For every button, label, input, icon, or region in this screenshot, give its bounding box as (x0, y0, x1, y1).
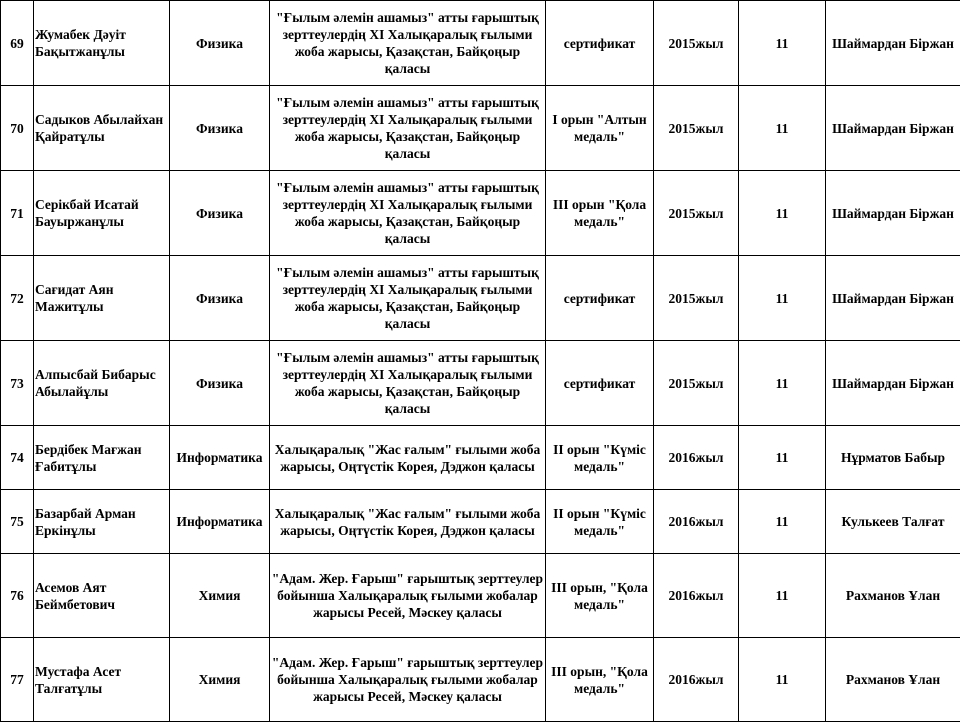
row-number: 75 (1, 490, 34, 554)
subject: Физика (170, 171, 270, 256)
teacher: Шаймардан Біржан (826, 1, 960, 86)
competition: "Ғылым әлемін ашамыз" атты ғарыштық зерттеулердің XI Халықаралық ғылыми жоба жарысы, Қазақстан, Байқоңыр қаласы (270, 171, 546, 256)
competition: Халықаралық "Жас ғалым" ғылыми жоба жарысы, Оңтүстік Корея, Дэджон қаласы (270, 426, 546, 490)
year: 2016жыл (654, 638, 739, 722)
table-row (1, 341, 960, 426)
student-name: Бердібек Мағжан Ғабитұлы (34, 426, 170, 490)
teacher: Кулькеев Талғат (826, 490, 960, 554)
teacher: Шаймардан Біржан (826, 86, 960, 171)
table-row (1, 1, 960, 86)
competition: "Ғылым әлемін ашамыз" атты ғарыштық зерттеулердің XI Халықаралық ғылыми жоба жарысы, Қазақстан, Байқоңыр қаласы (270, 86, 546, 171)
table-row (1, 256, 960, 341)
teacher: Рахманов Ұлан (826, 554, 960, 638)
grade: 11 (739, 341, 826, 426)
row-number: 69 (1, 1, 34, 86)
grade: 11 (739, 638, 826, 722)
table-row (1, 426, 960, 490)
year: 2015жыл (654, 86, 739, 171)
row-number: 73 (1, 341, 34, 426)
year: 2015жыл (654, 1, 739, 86)
teacher: Рахманов Ұлан (826, 638, 960, 722)
award: II орын "Күміс медаль" (546, 490, 654, 554)
teacher: Шаймардан Біржан (826, 341, 960, 426)
table-row (1, 490, 960, 554)
subject: Химия (170, 638, 270, 722)
row-number: 72 (1, 256, 34, 341)
award: сертификат (546, 256, 654, 341)
award: I орын "Алтын медаль" (546, 86, 654, 171)
year: 2016жыл (654, 426, 739, 490)
grade: 11 (739, 426, 826, 490)
subject: Физика (170, 86, 270, 171)
student-name: Асемов Аят Беймбетович (34, 554, 170, 638)
subject: Химия (170, 554, 270, 638)
table-row (1, 171, 960, 256)
year: 2015жыл (654, 341, 739, 426)
student-name: Базарбай Арман Еркінұлы (34, 490, 170, 554)
year: 2015жыл (654, 256, 739, 341)
award: III орын "Қола медаль" (546, 171, 654, 256)
subject: Информатика (170, 490, 270, 554)
row-number: 76 (1, 554, 34, 638)
competition: "Ғылым әлемін ашамыз" атты ғарыштық зерттеулердің XI Халықаралық ғылыми жоба жарысы, Қазақстан, Байқоңыр қаласы (270, 256, 546, 341)
subject: Физика (170, 256, 270, 341)
student-name: Сағидат Аян Мажитұлы (34, 256, 170, 341)
student-name: Жумабек Дәуіт Бақытжанұлы (34, 1, 170, 86)
row-number: 74 (1, 426, 34, 490)
grade: 11 (739, 490, 826, 554)
award: III орын, "Қола медаль" (546, 554, 654, 638)
award: сертификат (546, 341, 654, 426)
grade: 11 (739, 171, 826, 256)
year: 2015жыл (654, 171, 739, 256)
student-name: Садыков Абылайхан Қайратұлы (34, 86, 170, 171)
competition: "Ғылым әлемін ашамыз" атты ғарыштық зерттеулердің XI Халықаралық ғылыми жоба жарысы, Қазақстан, Байқоңыр қаласы (270, 341, 546, 426)
teacher: Шаймардан Біржан (826, 171, 960, 256)
competition: Халықаралық "Жас ғалым" ғылыми жоба жарысы, Оңтүстік Корея, Дэджон қаласы (270, 490, 546, 554)
award: III орын, "Қола медаль" (546, 638, 654, 722)
table-row (1, 86, 960, 171)
student-name: Мустафа Асет Талғатұлы (34, 638, 170, 722)
grade: 11 (739, 86, 826, 171)
award: сертификат (546, 1, 654, 86)
grade: 11 (739, 554, 826, 638)
grade: 11 (739, 1, 826, 86)
subject: Информатика (170, 426, 270, 490)
student-name: Алпысбай Бибарыс Абылайұлы (34, 341, 170, 426)
row-number: 70 (1, 86, 34, 171)
student-name: Серікбай Исатай Бауыржанұлы (34, 171, 170, 256)
competition: "Ғылым әлемін ашамыз" атты ғарыштық зерттеулердің XI Халықаралық ғылыми жоба жарысы, Қазақстан, Байқоңыр қаласы (270, 1, 546, 86)
subject: Физика (170, 1, 270, 86)
row-number: 71 (1, 171, 34, 256)
award: II орын "Күміс медаль" (546, 426, 654, 490)
competition: "Адам. Жер. Ғарыш" ғарыштық зерттеулер бойынша Халықаралық ғылыми жобалар жарысы Ресей, Мәскеу қаласы (270, 638, 546, 722)
grade: 11 (739, 256, 826, 341)
subject: Физика (170, 341, 270, 426)
table-row (1, 638, 960, 722)
competition: "Адам. Жер. Ғарыш" ғарыштық зерттеулер бойынша Халықаралық ғылыми жобалар жарысы Ресей, Мәскеу қаласы (270, 554, 546, 638)
teacher: Нұрматов Бабыр (826, 426, 960, 490)
year: 2016жыл (654, 490, 739, 554)
table-row (1, 554, 960, 638)
row-number: 77 (1, 638, 34, 722)
year: 2016жыл (654, 554, 739, 638)
teacher: Шаймардан Біржан (826, 256, 960, 341)
